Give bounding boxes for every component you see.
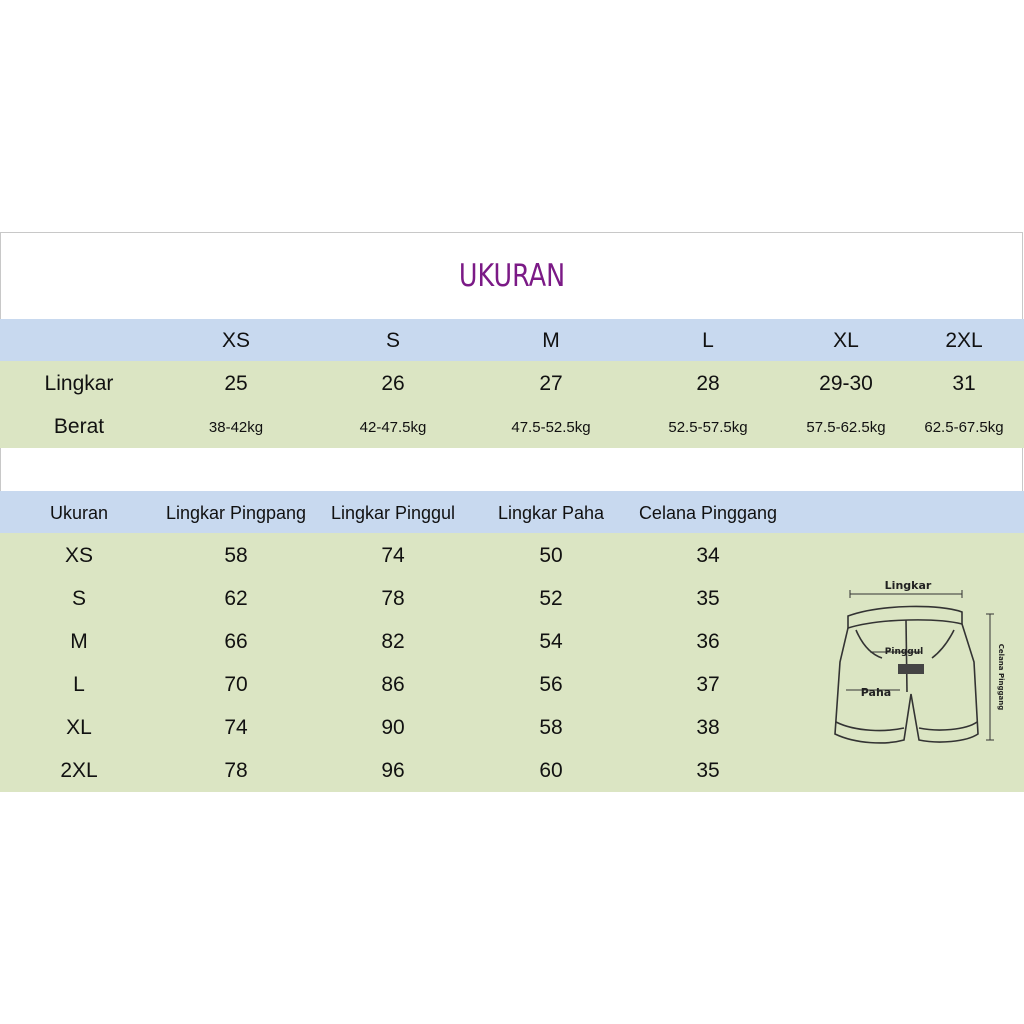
table-cell: 58 (539, 716, 563, 739)
waist-label: Lingkar (884, 579, 932, 592)
length-arrow (986, 614, 994, 740)
size-label: 2XL (60, 759, 98, 782)
table-cell: 74 (381, 544, 405, 567)
table-cell: 25 (224, 372, 248, 395)
column-header-lingkar-pinggul: Lingkar Pinggul (330, 503, 456, 523)
shorts-measurement-diagram (826, 572, 1006, 752)
row-label: Lingkar (44, 372, 114, 395)
table-cell: 38-42kg (208, 419, 264, 436)
table-cell: 35 (696, 587, 720, 610)
table-cell: 35 (696, 759, 720, 782)
table-cell: 62 (224, 587, 248, 610)
table-cell: 78 (381, 587, 405, 610)
column-header-lingkar-paha: Lingkar Paha (497, 503, 605, 523)
page-title: UKURAN (458, 258, 566, 294)
size-label: S (71, 587, 86, 610)
table-cell: 38 (696, 716, 720, 739)
size-header-2xl: 2XL (945, 329, 983, 352)
table-cell: 66 (224, 630, 248, 653)
size-label: XL (66, 716, 92, 739)
table-cell: 42-47.5kg (359, 419, 427, 436)
table-cell: 36 (696, 630, 720, 653)
thigh-label: Paha (860, 686, 892, 699)
table-cell: 52.5-57.5kg (668, 419, 748, 436)
size-header-s: S (385, 329, 400, 352)
table-cell: 47.5-52.5kg (511, 419, 591, 436)
table-cell: 54 (539, 630, 563, 653)
table-cell: 57.5-62.5kg (806, 419, 886, 436)
table-cell: 58 (224, 544, 248, 567)
size-label: L (73, 673, 85, 696)
table-cell: 27 (539, 372, 563, 395)
table-cell: 37 (696, 673, 720, 696)
table-cell: 28 (696, 372, 720, 395)
column-header-celana-pinggang: Celana Pinggang (638, 503, 778, 523)
hip-label: Pinggul (884, 647, 924, 657)
column-header-ukuran: Ukuran (49, 503, 109, 523)
table-cell: 52 (539, 587, 563, 610)
table-cell: 78 (224, 759, 248, 782)
table-cell: 31 (952, 372, 976, 395)
table-cell: 70 (224, 673, 248, 696)
column-header-lingkar-pingpang: Lingkar Pingpang (165, 503, 307, 523)
size-header-xs: XS (221, 329, 250, 352)
table-cell: 86 (381, 673, 405, 696)
size-label: XS (64, 544, 93, 567)
size-header-l: L (702, 329, 714, 352)
table-cell: 62.5-67.5kg (924, 419, 1004, 436)
table-cell: 82 (381, 630, 405, 653)
table-cell: 26 (381, 372, 405, 395)
table-cell: 90 (381, 716, 405, 739)
table-cell: 56 (539, 673, 563, 696)
table-cell: 50 (539, 544, 563, 567)
table-cell: 60 (539, 759, 563, 782)
shorts-drawing (835, 606, 978, 743)
length-label: Celana Pinggang (997, 643, 1005, 711)
size-label: M (70, 630, 88, 653)
size-header-xl: XL (833, 329, 859, 352)
row-label: Berat (53, 415, 105, 438)
table-cell: 74 (224, 716, 248, 739)
table-cell: 34 (696, 544, 720, 567)
size-header-m: M (542, 329, 560, 352)
table-cell: 96 (381, 759, 405, 782)
table-cell: 29-30 (819, 372, 873, 395)
pocket-patch (898, 664, 924, 674)
